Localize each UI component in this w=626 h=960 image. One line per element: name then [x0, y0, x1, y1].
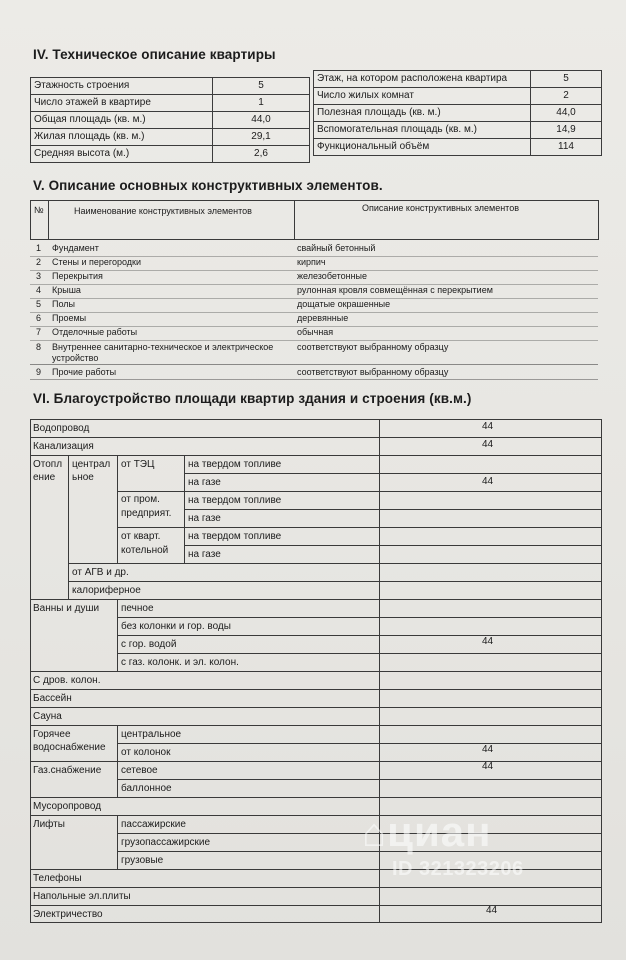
label-s-gor-vodoy: с гор. водой: [121, 639, 177, 650]
row-name-continued: устройство: [52, 353, 99, 363]
row-label: Жилая площадь (кв. м.): [31, 129, 213, 146]
value-setevoe: 44: [482, 761, 494, 772]
table-row: [31, 78, 310, 95]
label-tverdom-2: на твердом топливе: [188, 495, 282, 506]
row-number: 3: [36, 271, 42, 281]
section-5-title: V. Описание основных конструктивных элементов.: [33, 178, 383, 193]
row-description: кирпич: [297, 257, 326, 267]
label-gaz-1: на газе: [188, 477, 221, 488]
row-number: 9: [36, 367, 42, 377]
label-elektr: Электричество: [33, 909, 103, 920]
row-number: 6: [36, 313, 42, 323]
watermark-id: ID 321323206: [392, 858, 524, 880]
value-s-gor-vodoy: 44: [482, 636, 494, 647]
label-musor: Мусоропровод: [33, 801, 102, 812]
row-description: дощатые окрашенные: [297, 299, 391, 309]
label-gazsnab: Газ.снабжение: [33, 765, 102, 776]
label-tverdom-1: на твердом топливе: [188, 459, 282, 470]
label-tverdom-3: на твердом топливе: [188, 531, 282, 542]
row-value: 2,6: [213, 146, 310, 163]
row-value: 5: [531, 71, 602, 88]
label-centralnoe-gv: центральное: [121, 729, 182, 740]
row-value: 114: [531, 139, 602, 156]
label-ot-kvart-cont: котельной: [121, 545, 169, 556]
label-s-gaz-kolonk: с газ. колонк. и эл. колон.: [121, 657, 239, 668]
table-row: [314, 88, 602, 105]
row-number: 7: [36, 327, 42, 337]
label-ot-agv: от АГВ и др.: [72, 567, 129, 578]
label-gruzopass: грузопассажирские: [121, 837, 211, 848]
row-name: Отделочные работы: [52, 327, 138, 337]
table-row: [31, 146, 310, 163]
label-lifty: Лифты: [33, 819, 65, 830]
column-header-description: Описание конструктивных элементов: [362, 203, 519, 213]
row-description: деревянные: [297, 313, 349, 323]
table-border: [30, 200, 598, 201]
label-passazh: пассажирские: [121, 819, 186, 830]
section-6-title: VI. Благоустройство площади квартир здания и строения (кв.м.): [33, 391, 472, 406]
label-bez-kolonki: без колонки и гор. воды: [121, 621, 231, 632]
row-label: Число этажей в квартире: [31, 95, 213, 112]
label-pechnoe: печное: [121, 603, 154, 614]
row-label: Полезная площадь (кв. м.): [314, 105, 531, 122]
row-description: рулонная кровля совмещённая с перекрытием: [297, 285, 493, 295]
row-label: Функциональный объём: [314, 139, 531, 156]
table-border: [30, 200, 31, 240]
row-value: 2: [531, 88, 602, 105]
label-goryachee: Горячее: [33, 729, 71, 740]
label-plity: Напольные эл.плиты: [33, 891, 131, 902]
value-kanalizatsiya: 44: [482, 439, 494, 450]
table-border: [30, 239, 598, 240]
watermark-brand-text: циан: [387, 808, 492, 855]
label-setevoe: сетевое: [121, 765, 158, 776]
label-ot-kolonok: от колонок: [121, 747, 171, 758]
row-value: 44,0: [213, 112, 310, 129]
row-label: Средняя высота (м.): [31, 146, 213, 163]
row-description: соответствуют выбранному образцу: [297, 342, 449, 352]
table-row: [314, 71, 602, 88]
row-description: соответствуют выбранному образцу: [297, 367, 449, 377]
row-number: 4: [36, 285, 42, 295]
table-row: [314, 139, 602, 156]
table-border: [294, 200, 295, 240]
row-name: Фундамент: [52, 243, 99, 253]
column-header-number: №: [34, 205, 44, 215]
column-header-name: Наименование конструктивных элементов: [74, 206, 252, 216]
row-divider: [30, 340, 598, 341]
watermark-logo-icon: ⌂: [362, 811, 388, 855]
section-4-title: IV. Техническое описание квартиры: [33, 47, 276, 62]
table-row: [314, 105, 602, 122]
row-divider: [30, 364, 598, 365]
label-centralnoe-cont: ьное: [72, 472, 94, 483]
row-name: Стены и перегородки: [52, 257, 142, 267]
row-description: железобетонные: [297, 271, 368, 281]
watermark-brand: [362, 808, 492, 856]
label-ot-tets: от ТЭЦ: [121, 459, 155, 470]
label-gaz-3: на газе: [188, 549, 221, 560]
row-label: Этаж, на котором расположена квартира: [314, 71, 531, 88]
row-label: Вспомогательная площадь (кв. м.): [314, 122, 531, 139]
row-name: Внутреннее санитарно-техническое и электрическое: [52, 342, 274, 352]
row-value: 44,0: [531, 105, 602, 122]
row-name: Полы: [52, 299, 75, 309]
row-description: свайный бетонный: [297, 243, 376, 253]
value-elektr: 44: [486, 905, 498, 916]
table-border: [598, 200, 599, 240]
label-kanalizatsiya: Канализация: [33, 441, 94, 452]
row-name: Проемы: [52, 313, 87, 323]
table-border: [48, 200, 49, 240]
label-vodoprovod: Водопровод: [33, 423, 90, 434]
label-telefony: Телефоны: [33, 873, 82, 884]
row-number: 8: [36, 342, 42, 352]
value-gaz-1: 44: [482, 476, 494, 487]
row-name: Перекрытия: [52, 271, 103, 281]
label-ballonnoe: баллонное: [121, 783, 172, 794]
label-gruzovye: грузовые: [121, 855, 164, 866]
label-otoplenie-cont: ение: [33, 472, 56, 483]
row-number: 2: [36, 257, 42, 267]
label-vanny: Ванны и души: [33, 603, 100, 614]
row-value: 1: [213, 95, 310, 112]
row-name: Прочие работы: [52, 367, 117, 377]
label-basseyn: Бассейн: [33, 693, 72, 704]
row-number: 1: [36, 243, 42, 253]
row-label: Число жилых комнат: [314, 88, 531, 105]
row-description: обычная: [297, 327, 334, 337]
label-otoplenie: Отопл: [33, 459, 63, 470]
row-number: 5: [36, 299, 42, 309]
label-ot-prom-cont: предприят.: [121, 508, 172, 519]
table-row: [31, 112, 310, 129]
row-name: Крыша: [52, 285, 81, 295]
label-sauna: Сауна: [33, 711, 62, 722]
table-row: [31, 95, 310, 112]
table-row: [31, 129, 310, 146]
value-ot-kolonok: 44: [482, 744, 494, 755]
value-vodoprovod: 44: [482, 421, 494, 432]
row-label: Этажность строения: [31, 78, 213, 95]
label-goryachee-cont: водоснабжение: [33, 742, 106, 753]
row-value: 29,1: [213, 129, 310, 146]
row-value: 5: [213, 78, 310, 95]
row-divider: [30, 379, 598, 380]
row-value: 14,9: [531, 122, 602, 139]
label-gaz-2: на газе: [188, 513, 221, 524]
label-kalorifernoe: калориферное: [72, 585, 141, 596]
section-4-right-table: [313, 70, 602, 156]
label-ot-prom: от пром.: [121, 494, 160, 505]
section-4-left-table: [30, 77, 310, 163]
row-label: Общая площадь (кв. м.): [31, 112, 213, 129]
label-s-drov: С дров. колон.: [33, 675, 101, 686]
table-row: [314, 122, 602, 139]
label-centralnoe: централ: [72, 459, 111, 470]
label-ot-kvart: от кварт.: [121, 531, 161, 542]
